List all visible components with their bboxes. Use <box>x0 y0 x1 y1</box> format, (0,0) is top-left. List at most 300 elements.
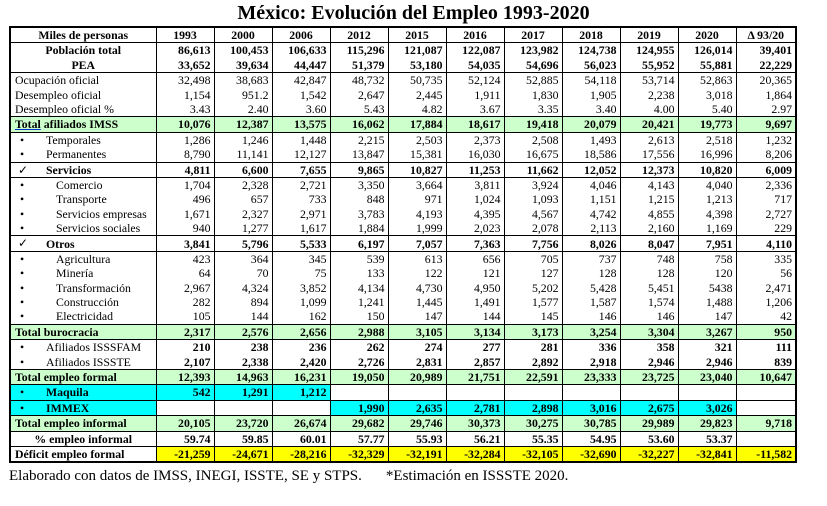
data-cell: 20,421 <box>620 117 678 132</box>
row-label: Población total <box>10 43 156 58</box>
data-cell: 12,127 <box>272 147 330 162</box>
data-cell: 2,160 <box>620 221 678 236</box>
data-cell: 3,852 <box>272 281 330 295</box>
data-cell: -32,329 <box>330 446 388 462</box>
data-cell: 32,498 <box>156 73 214 88</box>
data-cell: 18,617 <box>446 117 504 132</box>
data-cell: 336 <box>562 340 620 355</box>
table-row <box>10 446 796 462</box>
data-cell: 3,350 <box>330 177 388 192</box>
data-cell: 2,898 <box>504 400 562 415</box>
data-cell: 1,445 <box>388 295 446 309</box>
data-cell: 111 <box>736 340 796 355</box>
data-cell: 60.01 <box>272 431 330 446</box>
data-cell: 75 <box>272 266 330 280</box>
data-cell: 2,471 <box>736 281 796 295</box>
data-cell: 4,143 <box>620 177 678 192</box>
data-cell: 7,951 <box>678 236 736 251</box>
row-label: • Minería <box>10 266 156 280</box>
data-cell: 1,286 <box>156 132 214 147</box>
column-header: 2006 <box>272 27 330 43</box>
data-cell: 4,567 <box>504 207 562 221</box>
data-cell: 7,655 <box>272 162 330 177</box>
data-cell: 3,134 <box>446 324 504 339</box>
row-label: % empleo informal <box>10 431 156 446</box>
data-cell: 3,664 <box>388 177 446 192</box>
data-cell: 2,635 <box>388 400 446 415</box>
data-cell: 53.60 <box>620 431 678 446</box>
data-cell: 19,418 <box>504 117 562 132</box>
data-cell: 128 <box>562 266 620 280</box>
data-cell: 29,682 <box>330 416 388 431</box>
data-cell: 2,721 <box>272 177 330 192</box>
row-label: • Agricultura <box>10 251 156 266</box>
data-cell: 613 <box>388 251 446 266</box>
data-cell: 16,030 <box>446 147 504 162</box>
data-cell: 15,381 <box>388 147 446 162</box>
data-cell: 122 <box>388 266 446 280</box>
data-cell: 133 <box>330 266 388 280</box>
data-cell: 16,996 <box>678 147 736 162</box>
row-label: Total empleo informal <box>10 416 156 431</box>
data-cell: 1,990 <box>330 400 388 415</box>
data-cell: 2,576 <box>214 324 272 339</box>
bullet-icon: • <box>20 147 25 162</box>
data-cell: 147 <box>388 309 446 324</box>
table-row <box>10 340 796 355</box>
data-cell <box>446 385 504 400</box>
data-cell: 1,493 <box>562 132 620 147</box>
data-cell: 2,327 <box>214 207 272 221</box>
data-cell: -21,259 <box>156 446 214 462</box>
row-label: • Afiliados ISSSTE <box>10 355 156 370</box>
data-cell: 2,647 <box>330 88 388 102</box>
column-header: 2015 <box>388 27 446 43</box>
data-cell <box>620 385 678 400</box>
data-cell: 1,212 <box>272 385 330 400</box>
data-cell: 19,773 <box>678 117 736 132</box>
data-cell: -32,227 <box>620 446 678 462</box>
data-cell: 2,857 <box>446 355 504 370</box>
column-header: 2019 <box>620 27 678 43</box>
data-cell: 2,518 <box>678 132 736 147</box>
data-cell: 120 <box>678 266 736 280</box>
data-cell: -32,690 <box>562 446 620 462</box>
data-cell: 758 <box>678 251 736 266</box>
data-cell: 3,924 <box>504 177 562 192</box>
data-cell: 2,107 <box>156 355 214 370</box>
data-cell: 1,999 <box>388 221 446 236</box>
data-cell: 126,014 <box>678 43 736 58</box>
data-cell: 10,647 <box>736 369 796 384</box>
data-cell: 2,113 <box>562 221 620 236</box>
data-cell: -32,841 <box>678 446 736 462</box>
data-cell: 59.85 <box>214 431 272 446</box>
data-cell: 2,892 <box>504 355 562 370</box>
row-label: • Temporales <box>10 132 156 147</box>
column-header: 2017 <box>504 27 562 43</box>
data-cell: 2,988 <box>330 324 388 339</box>
column-header: 2018 <box>562 27 620 43</box>
data-cell: 122,087 <box>446 43 504 58</box>
data-cell: 1,093 <box>504 192 562 206</box>
data-cell: 17,556 <box>620 147 678 162</box>
data-cell: 282 <box>156 295 214 309</box>
data-cell: 48,732 <box>330 73 388 88</box>
table-row <box>10 207 796 221</box>
data-cell: 105 <box>156 309 214 324</box>
column-header: 2016 <box>446 27 504 43</box>
data-cell: 146 <box>620 309 678 324</box>
data-cell: 277 <box>446 340 504 355</box>
data-cell: 38,683 <box>214 73 272 88</box>
data-cell: 10,827 <box>388 162 446 177</box>
data-cell: -28,216 <box>272 446 330 462</box>
row-label: • Servicios empresas <box>10 207 156 221</box>
data-cell: 16,231 <box>272 369 330 384</box>
data-cell: 5.40 <box>678 102 736 117</box>
row-label: Déficit empleo formal <box>10 446 156 462</box>
data-cell: 1,246 <box>214 132 272 147</box>
data-cell: 4,855 <box>620 207 678 221</box>
data-cell: 1,213 <box>678 192 736 206</box>
table-row <box>10 117 796 132</box>
bullet-icon: • <box>20 354 25 369</box>
check-icon: ✓ <box>18 162 28 177</box>
bullet-icon: • <box>20 400 25 415</box>
data-cell: 2.40 <box>214 102 272 117</box>
underlined-word: Total <box>15 117 41 132</box>
table-row <box>10 221 796 236</box>
data-cell: 2,918 <box>562 355 620 370</box>
row-label: • Permanentes <box>10 147 156 162</box>
data-cell: 55,952 <box>620 58 678 73</box>
data-cell <box>678 385 736 400</box>
data-cell: 1,911 <box>446 88 504 102</box>
table-header-row <box>10 27 796 43</box>
data-cell: 2.97 <box>736 102 796 117</box>
data-cell: 23,040 <box>678 369 736 384</box>
data-cell: 2,727 <box>736 207 796 221</box>
data-cell: 9,697 <box>736 117 796 132</box>
data-cell <box>504 385 562 400</box>
bullet-icon: • <box>20 280 25 295</box>
bullet-icon: • <box>20 266 25 281</box>
data-cell: 127 <box>504 266 562 280</box>
data-cell: 733 <box>272 192 330 206</box>
data-cell: 128 <box>620 266 678 280</box>
data-cell: 52,863 <box>678 73 736 88</box>
data-cell: 2,675 <box>620 400 678 415</box>
bullet-icon: • <box>20 295 25 310</box>
bullet-icon: • <box>20 192 25 207</box>
bullet-icon: • <box>20 132 25 147</box>
data-cell: 12,393 <box>156 369 214 384</box>
data-cell: 1,232 <box>736 132 796 147</box>
data-cell: 70 <box>214 266 272 280</box>
table-row <box>10 369 796 384</box>
data-cell: 5438 <box>678 281 736 295</box>
data-cell: 33,652 <box>156 58 214 73</box>
data-cell: 2,336 <box>736 177 796 192</box>
table-row <box>10 266 796 280</box>
data-cell: 4,395 <box>446 207 504 221</box>
data-cell: 737 <box>562 251 620 266</box>
data-cell: 22,591 <box>504 369 562 384</box>
data-cell: 2,328 <box>214 177 272 192</box>
data-cell: 20,365 <box>736 73 796 88</box>
data-cell: 30,373 <box>446 416 504 431</box>
data-cell: 124,738 <box>562 43 620 58</box>
row-label: • Transformación <box>10 281 156 295</box>
data-cell: 19,050 <box>330 369 388 384</box>
data-cell: 1,024 <box>446 192 504 206</box>
data-cell <box>330 385 388 400</box>
data-cell: 14,963 <box>214 369 272 384</box>
data-cell: 52,885 <box>504 73 562 88</box>
data-cell: 59.74 <box>156 431 214 446</box>
data-cell: 56 <box>736 266 796 280</box>
data-cell: 54,035 <box>446 58 504 73</box>
data-cell: 364 <box>214 251 272 266</box>
data-cell: 423 <box>156 251 214 266</box>
data-cell: 12,052 <box>562 162 620 177</box>
data-cell: 4.82 <box>388 102 446 117</box>
data-cell: 1,099 <box>272 295 330 309</box>
data-cell: 53.37 <box>678 431 736 446</box>
footer-note <box>9 467 827 485</box>
data-cell: 8,206 <box>736 147 796 162</box>
data-cell: 7,057 <box>388 236 446 251</box>
data-cell: 145 <box>504 309 562 324</box>
data-cell: -24,671 <box>214 446 272 462</box>
data-cell <box>272 400 330 415</box>
data-cell: 20,105 <box>156 416 214 431</box>
data-cell: 2,215 <box>330 132 388 147</box>
data-cell: 2,831 <box>388 355 446 370</box>
data-cell: 4,730 <box>388 281 446 295</box>
data-cell: 147 <box>678 309 736 324</box>
row-label: • IMMEX <box>10 400 156 415</box>
row-label: • Transporte <box>10 192 156 206</box>
table-row <box>10 132 796 147</box>
bullet-icon: • <box>20 177 25 192</box>
data-cell: 6,197 <box>330 236 388 251</box>
table-row <box>10 324 796 339</box>
row-label: Total burocracia <box>10 324 156 339</box>
data-cell: 5,451 <box>620 281 678 295</box>
data-cell: 42 <box>736 309 796 324</box>
data-cell: 496 <box>156 192 214 206</box>
table-row <box>10 355 796 370</box>
data-cell: 10,076 <box>156 117 214 132</box>
data-cell: 3,304 <box>620 324 678 339</box>
employment-table <box>9 26 797 463</box>
data-cell: 657 <box>214 192 272 206</box>
data-cell: 20,989 <box>388 369 446 384</box>
data-cell: 3.43 <box>156 102 214 117</box>
data-cell: 3,783 <box>330 207 388 221</box>
column-header: 2012 <box>330 27 388 43</box>
data-cell: 55.35 <box>504 431 562 446</box>
data-cell: 1,169 <box>678 221 736 236</box>
data-cell: 2,781 <box>446 400 504 415</box>
data-cell: 23,720 <box>214 416 272 431</box>
table-row <box>10 88 796 102</box>
bullet-icon: • <box>20 221 25 236</box>
data-cell: 121,087 <box>388 43 446 58</box>
column-header: 1993 <box>156 27 214 43</box>
data-cell: 162 <box>272 309 330 324</box>
data-cell: 4,040 <box>678 177 736 192</box>
data-cell: 144 <box>446 309 504 324</box>
bullet-icon: • <box>20 340 25 355</box>
data-cell: 4,811 <box>156 162 214 177</box>
data-cell: 5,533 <box>272 236 330 251</box>
data-cell: 13,575 <box>272 117 330 132</box>
data-cell: 3,173 <box>504 324 562 339</box>
data-cell: 26,674 <box>272 416 330 431</box>
data-cell: 2,726 <box>330 355 388 370</box>
data-cell: 64 <box>156 266 214 280</box>
data-cell: 11,662 <box>504 162 562 177</box>
data-cell: 321 <box>678 340 736 355</box>
data-cell: -32,191 <box>388 446 446 462</box>
data-cell: 894 <box>214 295 272 309</box>
data-cell: 55,881 <box>678 58 736 73</box>
table-row <box>10 102 796 117</box>
data-cell: 4,742 <box>562 207 620 221</box>
data-cell: 54.95 <box>562 431 620 446</box>
column-header: Δ 93/20 <box>736 27 796 43</box>
row-label: Total empleo formal <box>10 369 156 384</box>
data-cell: 9,718 <box>736 416 796 431</box>
data-cell: 229 <box>736 221 796 236</box>
data-cell: 940 <box>156 221 214 236</box>
data-cell: 335 <box>736 251 796 266</box>
data-cell: 23,725 <box>620 369 678 384</box>
data-cell: 2,445 <box>388 88 446 102</box>
data-cell: 656 <box>446 251 504 266</box>
data-cell: 16,062 <box>330 117 388 132</box>
data-cell: 542 <box>156 385 214 400</box>
data-cell: 9,865 <box>330 162 388 177</box>
data-cell: 1,448 <box>272 132 330 147</box>
row-label: ✓ Otros <box>10 236 156 251</box>
row-label: Desempleo oficial % <box>10 102 156 117</box>
data-cell: 21,751 <box>446 369 504 384</box>
data-cell: 1,206 <box>736 295 796 309</box>
data-cell: 106,633 <box>272 43 330 58</box>
data-cell: 2,508 <box>504 132 562 147</box>
data-cell: 144 <box>214 309 272 324</box>
data-cell: 1,241 <box>330 295 388 309</box>
data-cell: 54,696 <box>504 58 562 73</box>
source-text: Elaborado con datos de IMSS, INEGI, ISSTE, SE y STPS. <box>9 468 362 485</box>
data-cell: 11,141 <box>214 147 272 162</box>
data-cell: 42,847 <box>272 73 330 88</box>
table-row <box>10 416 796 431</box>
data-cell <box>562 385 620 400</box>
data-cell: 51,379 <box>330 58 388 73</box>
data-cell: 748 <box>620 251 678 266</box>
data-cell: 53,714 <box>620 73 678 88</box>
data-cell: 2,420 <box>272 355 330 370</box>
data-cell: 8,790 <box>156 147 214 162</box>
data-cell: 6,009 <box>736 162 796 177</box>
data-cell: 7,363 <box>446 236 504 251</box>
table-row <box>10 236 796 251</box>
data-cell: 4,950 <box>446 281 504 295</box>
data-cell: 39,401 <box>736 43 796 58</box>
data-cell: 3,254 <box>562 324 620 339</box>
data-cell: 262 <box>330 340 388 355</box>
table-row <box>10 192 796 206</box>
data-cell: 1,884 <box>330 221 388 236</box>
row-label: Desempleo oficial <box>10 88 156 102</box>
data-cell: 4,398 <box>678 207 736 221</box>
data-cell: 1,830 <box>504 88 562 102</box>
row-label: PEA <box>10 58 156 73</box>
data-cell: 848 <box>330 192 388 206</box>
data-cell: 1,864 <box>736 88 796 102</box>
table-row <box>10 58 796 73</box>
data-cell: 22,229 <box>736 58 796 73</box>
data-cell: 52,124 <box>446 73 504 88</box>
row-label: • Maquila <box>10 385 156 400</box>
data-cell: 12,373 <box>620 162 678 177</box>
data-cell: 54,118 <box>562 73 620 88</box>
data-cell: 839 <box>736 355 796 370</box>
data-cell: 2,238 <box>620 88 678 102</box>
data-cell: 2,078 <box>504 221 562 236</box>
data-cell: 3.35 <box>504 102 562 117</box>
data-cell: 2,023 <box>446 221 504 236</box>
row-label: • Afiliados ISSSFAM <box>10 340 156 355</box>
table-row <box>10 385 796 400</box>
data-cell: 1,154 <box>156 88 214 102</box>
data-cell: 50,735 <box>388 73 446 88</box>
data-cell: 1,215 <box>620 192 678 206</box>
data-cell: 4,046 <box>562 177 620 192</box>
data-cell: 539 <box>330 251 388 266</box>
data-cell <box>736 431 796 446</box>
data-cell: 10,820 <box>678 162 736 177</box>
data-cell: 11,253 <box>446 162 504 177</box>
data-cell: 2,971 <box>272 207 330 221</box>
data-cell: 4,110 <box>736 236 796 251</box>
data-cell: 23,333 <box>562 369 620 384</box>
check-icon: ✓ <box>18 236 28 251</box>
data-cell: 1,671 <box>156 207 214 221</box>
data-cell: 56.21 <box>446 431 504 446</box>
row-label: • Construcción <box>10 295 156 309</box>
data-cell: 3,811 <box>446 177 504 192</box>
bullet-icon: • <box>20 385 25 400</box>
data-cell: 4,324 <box>214 281 272 295</box>
data-cell: 3.60 <box>272 102 330 117</box>
data-cell: 124,955 <box>620 43 678 58</box>
data-cell: 3,026 <box>678 400 736 415</box>
data-cell: 717 <box>736 192 796 206</box>
data-cell: 236 <box>272 340 330 355</box>
data-cell: 1,542 <box>272 88 330 102</box>
data-cell: 18,586 <box>562 147 620 162</box>
data-cell: 39,634 <box>214 58 272 73</box>
data-cell: 951.2 <box>214 88 272 102</box>
data-cell: 4,134 <box>330 281 388 295</box>
data-cell: 29,823 <box>678 416 736 431</box>
